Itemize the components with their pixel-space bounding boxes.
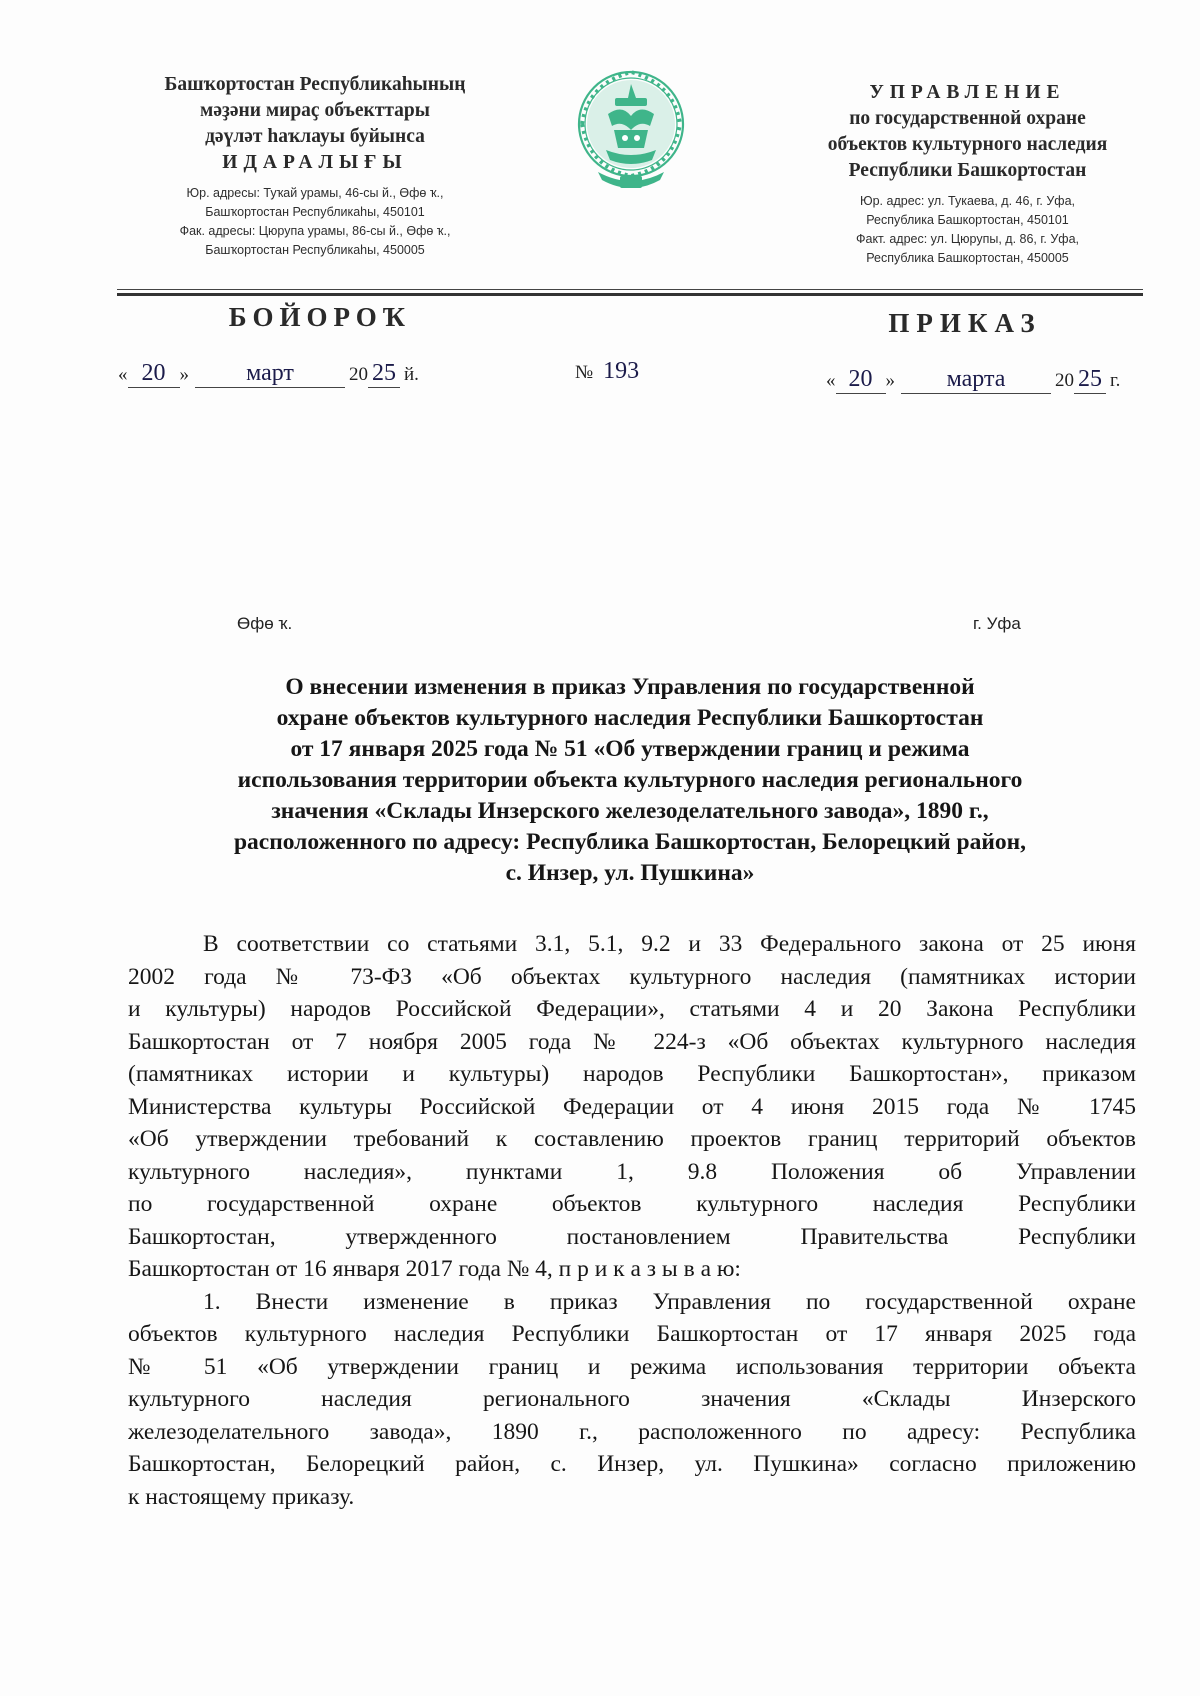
- org-name-line: по государственной охране: [849, 108, 1086, 129]
- body-line: Башкортостан от 7 ноября 2005 года № 224-з «Об объектах культурного наследия: [128, 1028, 1136, 1055]
- date-suffix: й.: [404, 364, 419, 385]
- address-line: Республика Башкортостан, 450005: [866, 251, 1069, 265]
- body-line: объектов культурного наследия Республики Башкортостан от 17 января 2025 года: [128, 1321, 1136, 1347]
- address-line: Башҡортостан Республикаһы, 450005: [205, 243, 425, 257]
- document-body: [128, 928, 1136, 1513]
- body-line: 2002 года № 73-ФЗ «Об объектах культурного наследия (памятниках истории: [128, 963, 1136, 990]
- place-russian: г. Уфа: [973, 614, 1021, 633]
- header-divider-thin: [117, 289, 1143, 290]
- place-bashkir: Өфө ҡ.: [237, 614, 293, 633]
- document-title: [130, 672, 1130, 889]
- body-line: Башкортостан, утвержденного постановлением Правительства Республики: [128, 1223, 1136, 1250]
- org-name-line: Башҡортостан Республикаһының: [164, 74, 466, 95]
- date-right: [826, 366, 1120, 394]
- quote-close: »: [885, 370, 895, 391]
- address-line: Фак. адресы: Цюрупа урамы, 86-сы й., Өфө ҡ.,: [179, 224, 451, 238]
- address-line: Факт. адрес: ул. Цюрупы, д. 86, г. Уфа,: [855, 232, 1079, 246]
- body-line: Башкортостан, Белорецкий район, с. Инзер, ул. Пушкина» согласно приложению: [128, 1451, 1136, 1477]
- body-line: по государственной охране объектов культурного наследия Республики: [128, 1191, 1136, 1217]
- header-left-bashkir: [95, 72, 535, 260]
- date-year: 25: [368, 360, 400, 388]
- org-name-spaced: ИДАРАЛЫҒЫ: [222, 152, 408, 173]
- org-name-line: объектов культурного наследия: [827, 134, 1108, 155]
- body-line: В соответствии со статьями 3.1, 5.1, 9.2 и 33 Федерального закона от 25 июня: [203, 931, 1136, 957]
- body-line: «Об утверждении требований к составлению проектов границ территорий объектов: [128, 1126, 1136, 1152]
- date-day: 20: [128, 360, 180, 388]
- body-line: культурного наследия», пунктами 1, 9.8 Положения об Управлении: [128, 1158, 1136, 1185]
- bashkortostan-emblem-icon: [568, 64, 694, 200]
- header-divider-thick: [117, 293, 1143, 296]
- title-line: значения «Склады Инзерского железоделательного завода», 1890 г.,: [271, 798, 989, 824]
- number-value: 193: [603, 358, 640, 384]
- header-right-russian: [780, 80, 1155, 268]
- title-line: О внесении изменения в приказ Управления по государственной: [285, 674, 975, 700]
- title-line: охране объектов культурного наследия Республики Башкортостан: [276, 705, 984, 731]
- date-suffix: г.: [1110, 370, 1121, 391]
- org-address: [95, 184, 535, 260]
- date-left: [118, 360, 419, 388]
- org-name-line: мәҙәни мираҫ объекттары: [200, 100, 430, 121]
- body-line: железоделательного завода», 1890 г., расположенного по адресу: Республика: [128, 1418, 1136, 1445]
- date-year: 25: [1074, 366, 1106, 394]
- address-line: Юр. адресы: Туҡай урамы, 46-сы й., Өфө ҡ.,: [186, 186, 444, 200]
- org-name-line: дәүләт һаҡлауы буйынса: [205, 126, 425, 147]
- quote-close: »: [179, 364, 189, 385]
- title-line: с. Инзер, ул. Пушкина»: [505, 860, 755, 886]
- title-line: расположенного по адресу: Республика Башкортостан, Белорецкий район,: [233, 829, 1027, 855]
- body-line: Министерства культуры Российской Федерации от 4 июня 2015 года № 1745: [128, 1093, 1136, 1120]
- date-month: марта: [901, 366, 1051, 394]
- doc-type-russian: ПРИКАЗ: [888, 308, 1042, 338]
- address-line: Юр. адрес: ул. Тукаева, д. 46, г. Уфа,: [859, 194, 1076, 208]
- title-line: от 17 января 2025 года № 51 «Об утверждении границ и режима: [290, 736, 970, 762]
- body-line: № 51 «Об утверждении границ и режима использования территории объекта: [128, 1353, 1136, 1380]
- date-year-prefix: 20: [1055, 370, 1074, 391]
- address-line: Башҡортостан Республикаһы, 450101: [205, 205, 425, 219]
- body-line: и культуры) народов Российской Федерации», статьями 4 и 20 Закона Республики: [128, 996, 1136, 1022]
- body-line: Башкортостан от 16 января 2017 года № 4, п р и к а з ы в а ю:: [128, 1256, 741, 1282]
- doc-type-bashkir: БОЙОРОҠ: [228, 302, 412, 332]
- date-day: 20: [836, 366, 886, 394]
- body-line: (памятниках истории и культуры) народов Республики Башкортостан», приказом: [128, 1061, 1136, 1087]
- body-line: культурного наследия регионального значения «Склады Инзерского: [128, 1386, 1136, 1412]
- body-line: 1. Внести изменение в приказ Управления по государственной охране: [203, 1288, 1136, 1315]
- order-number: [575, 358, 639, 385]
- date-year-prefix: 20: [349, 364, 368, 385]
- org-name-spaced: УПРАВЛЕНИЕ: [869, 82, 1066, 103]
- address-line: Республика Башкортостан, 450101: [866, 213, 1069, 227]
- date-month: март: [195, 360, 345, 388]
- quote-open: «: [118, 364, 128, 385]
- body-line: к настоящему приказу.: [128, 1483, 355, 1510]
- org-address: [780, 192, 1155, 268]
- org-name-line: Республики Башкортостан: [848, 160, 1087, 181]
- title-line: использования территории объекта культурного наследия регионального: [237, 767, 1023, 793]
- number-sign: №: [575, 362, 594, 383]
- quote-open: «: [826, 370, 836, 391]
